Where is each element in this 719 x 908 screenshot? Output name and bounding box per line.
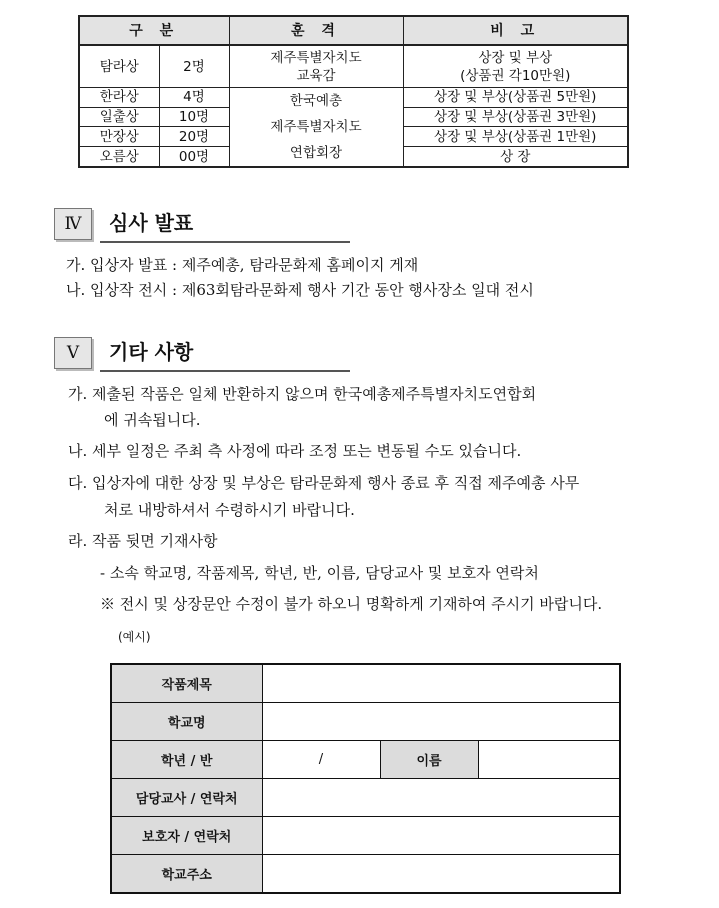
example-label: (예시)	[118, 630, 151, 644]
section-number: Ⅴ	[54, 337, 92, 369]
section-5-item-ga-cont: 에 귀속됩니다.	[104, 411, 201, 429]
shared-conferrer	[229, 88, 403, 168]
section-underline	[100, 370, 350, 372]
award-count: 20명	[159, 127, 229, 147]
awards-table	[78, 15, 629, 168]
school-field[interactable]	[262, 703, 620, 741]
award-note: 상장 및 부상(상품권 5만원)	[403, 88, 628, 108]
award-note: 상장 및 부상(상품권 1만원)	[403, 127, 628, 147]
form-row-address	[111, 855, 620, 894]
awards-header-row	[79, 16, 628, 45]
award-count: 2명	[159, 45, 229, 88]
award-name: 일출상	[79, 107, 159, 127]
notice-text: ※ 전시 및 상장문안 수정이 불가 하오니 명확하게 기재하여 주시기 바랍니다.	[100, 595, 603, 613]
section-5-item-da: 다. 입상자에 대한 상장 및 부상은 탐라문화제 행사 종료 후 직접 제주예총 사무	[68, 474, 580, 492]
name-field[interactable]	[478, 741, 620, 779]
section-4-item-ga: 가. 입상자 발표 : 제주예총, 탐라문화제 홈페이지 게재	[66, 256, 419, 274]
school-label: 학교명	[111, 703, 262, 741]
header-remarks: 비 고	[403, 16, 628, 45]
award-row-halla	[79, 88, 628, 108]
section-5-item-na: 나. 세부 일정은 주최 측 사정에 따라 조정 또는 변동될 수도 있습니다.	[68, 442, 522, 460]
teacher-field[interactable]	[262, 779, 620, 817]
conferrer-line: 제주특별자치도	[270, 49, 362, 66]
award-row-tamna	[79, 45, 628, 88]
award-name: 한라상	[79, 88, 159, 108]
award-name: 만장상	[79, 127, 159, 147]
award-count: 00명	[159, 147, 229, 167]
address-label: 학교주소	[111, 855, 262, 894]
section-5-item-ga: 가. 제출된 작품은 일체 반환하지 않으며 한국예총제주특별자치도연합회	[68, 385, 537, 403]
form-row-grade	[111, 741, 620, 779]
header-honor: 훈 격	[229, 16, 403, 45]
section-underline	[100, 241, 350, 243]
guardian-field[interactable]	[262, 817, 620, 855]
award-conferrer	[229, 45, 403, 88]
form-row-teacher	[111, 779, 620, 817]
award-note: 상장 및 부상(상품권 3만원)	[403, 107, 628, 127]
title-field[interactable]	[262, 664, 620, 703]
guardian-label: 보호자 / 연락처	[111, 817, 262, 855]
section-title: 기타 사항	[109, 340, 194, 364]
header-category: 구 분	[79, 16, 229, 45]
teacher-label: 담당교사 / 연락처	[111, 779, 262, 817]
conferrer-line: 제주특별자치도	[270, 119, 362, 135]
award-count: 10명	[159, 107, 229, 127]
form-row-school	[111, 703, 620, 741]
award-name: 탐라상	[79, 45, 159, 88]
award-name: 오름상	[79, 147, 159, 167]
award-note	[403, 45, 628, 88]
grade-class-label: 학년 / 반	[111, 741, 262, 779]
note-line: (상품권 각10만원)	[460, 67, 571, 84]
section-number: Ⅳ	[54, 208, 92, 240]
grade-class-field[interactable]: /	[262, 741, 380, 779]
form-row-title	[111, 664, 620, 703]
conferrer-line: 한국예총	[289, 93, 343, 109]
name-label: 이름	[380, 741, 478, 779]
award-note: 상 장	[403, 147, 628, 167]
award-count: 4명	[159, 88, 229, 108]
artwork-info-form	[110, 663, 621, 894]
section-5-item-ra: 라. 작품 뒷면 기재사항	[68, 532, 218, 550]
section-5-sub-item: - 소속 학교명, 작품제목, 학년, 반, 이름, 담당교사 및 보호자 연락처	[100, 564, 539, 582]
section-title: 심사 발표	[109, 211, 194, 235]
title-label: 작품제목	[111, 664, 262, 703]
conferrer-line: 교육감	[296, 67, 336, 84]
note-line: 상장 및 부상	[478, 49, 553, 66]
conferrer-line: 연합회장	[289, 145, 343, 161]
form-row-guardian	[111, 817, 620, 855]
section-5-item-da-cont: 처로 내방하셔서 수령하시기 바랍니다.	[104, 501, 355, 519]
address-field[interactable]	[262, 855, 620, 894]
section-4-item-na: 나. 입상작 전시 : 제63회탐라문화제 행사 기간 동안 행사장소 일대 전시	[66, 281, 534, 299]
